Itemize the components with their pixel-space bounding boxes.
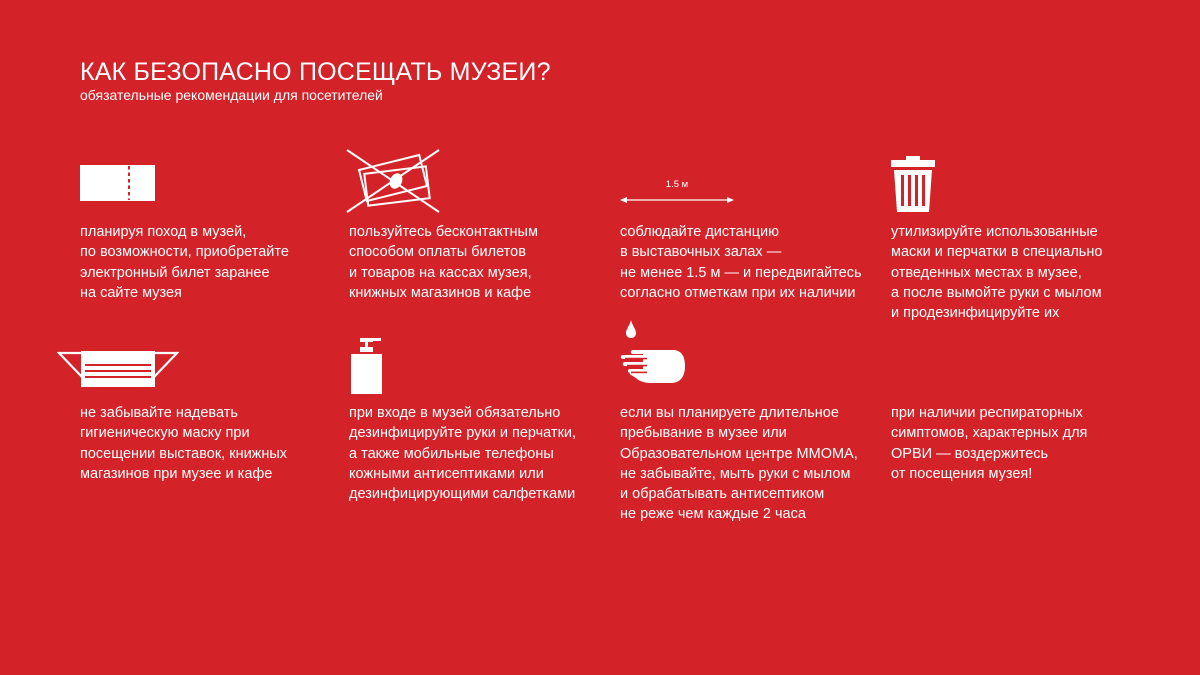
trash-bin-icon: [891, 156, 935, 212]
text-line: симптомов, характерных для: [891, 425, 1088, 442]
text-line: не реже чем каждые 2 часа: [620, 506, 806, 523]
card-2-text: [349, 222, 599, 303]
text-line: способом оплаты билетов: [349, 244, 526, 261]
text-line: пользуйтесь бесконтактным: [349, 224, 538, 240]
text-line: на сайте музея: [80, 284, 182, 301]
text-line: пребывание в музее или: [620, 425, 787, 442]
face-mask-icon: [57, 349, 179, 389]
text-line: а также мобильные телефоны: [349, 445, 554, 462]
distance-icon: [620, 176, 750, 206]
text-line: дезинфицирующими салфетками: [349, 486, 576, 503]
text-line: утилизируйте использованные: [891, 224, 1098, 240]
page-title: КАК БЕЗОПАСНО ПОСЕЩАТЬ МУЗЕИ?: [80, 58, 551, 86]
sanitizer-bottle-icon: [349, 338, 385, 394]
text-line: при входе в музей обязательно: [349, 405, 561, 421]
card-8-text: [891, 403, 1141, 484]
card-4-text: [891, 222, 1141, 323]
text-line: а после вымойте руки с мылом: [891, 284, 1102, 301]
text-line: в выставочных залах —: [620, 244, 782, 261]
hand-wash-icon: [617, 320, 687, 386]
text-line: если вы планируете длительное: [620, 405, 839, 421]
text-line: дезинфицируйте руки и перчатки,: [349, 425, 577, 442]
text-line: по возможности, приобретайте: [80, 244, 289, 261]
text-line: и обрабатывать антисептиком: [620, 486, 825, 503]
text-line: не менее 1.5 м — и передвигайтесь: [620, 264, 862, 281]
no-cash-icon: [345, 148, 441, 214]
card-1-text: [80, 222, 330, 303]
text-line: от посещения музея!: [891, 465, 1033, 482]
text-line: согласно отметкам при их наличии: [620, 284, 856, 301]
text-line: кожными антисептиками или: [349, 465, 544, 482]
text-line: не забывайте надевать: [80, 405, 238, 421]
text-line: при наличии респираторных: [891, 405, 1083, 421]
text-line: ОРВИ — воздержитесь: [891, 445, 1049, 462]
text-line: маски и перчатки в специально: [891, 244, 1103, 261]
text-line: книжных магазинов и кафе: [349, 284, 532, 301]
text-line: электронный билет заранее: [80, 264, 270, 281]
text-line: соблюдайте дистанцию: [620, 224, 779, 240]
text-line: магазинов при музее и кафе: [80, 465, 273, 482]
text-line: не забывайте, мыть руки с мылом: [620, 465, 851, 482]
text-line: гигиеническую маску при: [80, 425, 250, 442]
page-subtitle: обязательные рекомендации для посетителей: [80, 87, 383, 103]
ticket-icon: [80, 165, 155, 201]
card-5-text: [80, 403, 330, 484]
card-6-text: [349, 403, 599, 504]
distance-label: 1.5 м: [665, 179, 689, 190]
text-line: и товаров на кассах музея,: [349, 264, 532, 281]
text-line: и продезинфицируйте их: [891, 305, 1060, 322]
card-7-text: [620, 403, 870, 525]
card-3-text: [620, 222, 870, 303]
text-line: посещении выставок, книжных: [80, 445, 288, 462]
text-line: Образовательном центре ММОМА,: [620, 445, 858, 462]
text-line: планируя поход в музей,: [80, 224, 247, 240]
text-line: отведенных местах в музее,: [891, 264, 1082, 281]
